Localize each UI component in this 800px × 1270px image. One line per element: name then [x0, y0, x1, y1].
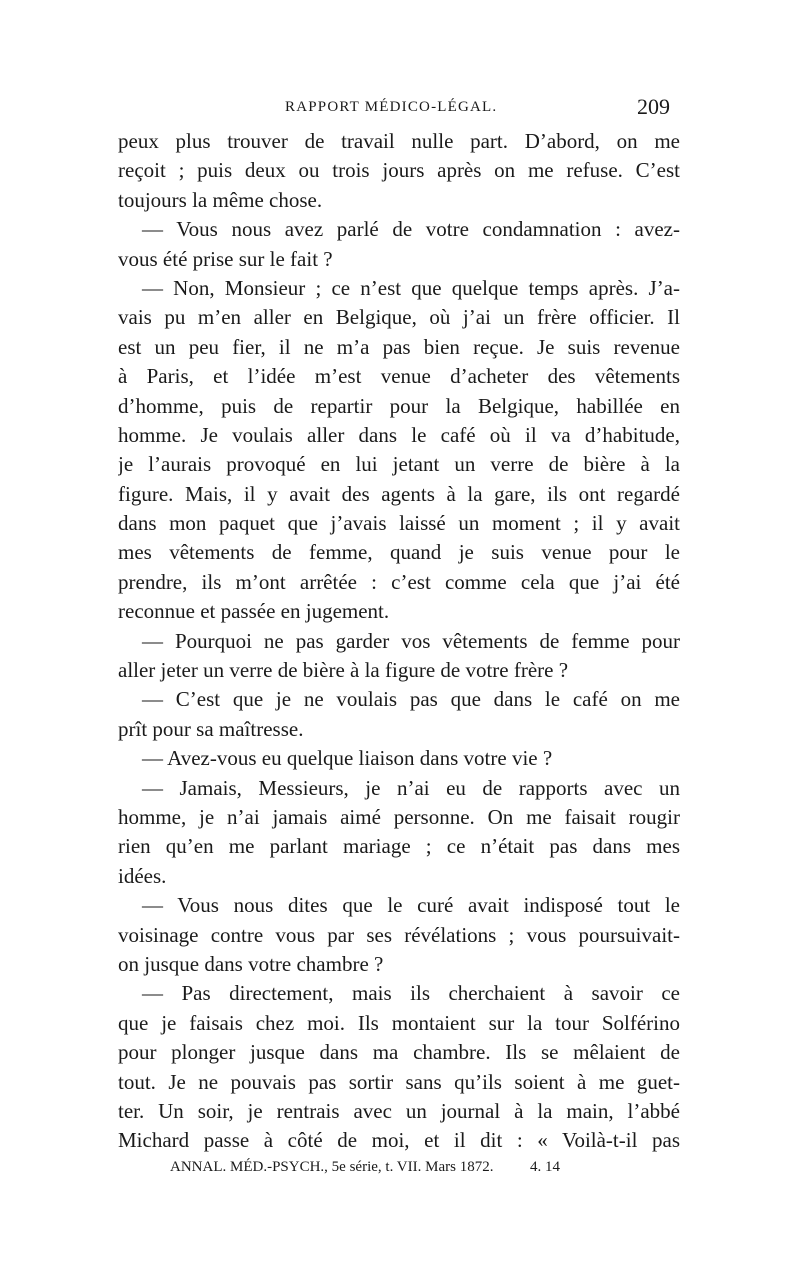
text-line: prendre, ils m’ont arrêtée : c’est comme cela que j’ai été [118, 569, 680, 594]
text-line: est un peu fier, il ne m’a pas bien reçue. Je suis revenue [118, 334, 680, 359]
text-line: homme, je n’ai jamais aimé personne. On me faisait rougir [118, 804, 680, 829]
footer-signature: 4. 14 [530, 1159, 560, 1175]
text-line: — C’est que je ne voulais pas que dans le café on me [142, 687, 680, 712]
text-line: — Vous nous avez parlé de votre condamnation : avez- [142, 217, 680, 242]
text-line: vais pu m’en aller en Belgique, où j’ai un frère officier. Il [118, 305, 680, 330]
text-line: — Jamais, Messieurs, je n’ai eu de rapports avec un [142, 775, 680, 800]
text-line: Michard passe à côté de moi, et il dit : « Voilà-t-il pas [118, 1128, 680, 1153]
text-line: — Pas directement, mais ils cherchaient à savoir ce [142, 981, 680, 1006]
text-line: voisinage contre vous par ses révélations ; vous poursuivait- [118, 922, 680, 947]
text-line: — Avez-vous eu quelque liaison dans votre vie ? [142, 746, 553, 771]
text-line: figure. Mais, il y avait des agents à la gare, ils ont regardé [118, 481, 680, 506]
text-line: — Pourquoi ne pas garder vos vêtements de femme pour [142, 628, 680, 653]
text-line: tout. Je ne pouvais pas sortir sans qu’ils soient à me guet- [118, 1069, 680, 1094]
text-line: — Vous nous dites que le curé avait indisposé tout le [142, 893, 680, 918]
text-line: reconnue et passée en jugement. [118, 599, 390, 624]
text-line: prît pour sa maîtresse. [118, 716, 304, 741]
text-line: à Paris, et l’idée m’est venue d’acheter des vêtements [118, 364, 680, 389]
text-line: toujours la même chose. [118, 187, 323, 212]
text-line: rien qu’en me parlant mariage ; ce n’était pas dans mes [118, 834, 680, 859]
text-line: que je faisais chez moi. Ils montaient sur la tour Solférino [118, 1010, 680, 1035]
text-line: homme. Je voulais aller dans le café où il va d’habitude, [118, 422, 680, 447]
page-footer [170, 1154, 650, 1180]
text-line: idées. [118, 863, 167, 888]
text-line: d’homme, puis de repartir pour la Belgique, habillée en [118, 393, 680, 418]
text-line: pour plonger jusque dans ma chambre. Ils se mêlaient de [118, 1040, 680, 1065]
running-title: RAPPORT MÉDICO-LÉGAL. [285, 99, 498, 115]
text-line: aller jeter un verre de bière à la figure de votre frère ? [118, 658, 569, 683]
text-line: dans mon paquet que j’avais laissé un moment ; il y avait [118, 511, 680, 536]
text-line: vous été prise sur le fait ? [118, 246, 333, 271]
footer-citation: ANNAL. MÉD.-PSYCH., 5e série, t. VII. Mars 1872. [170, 1159, 494, 1175]
text-line: — Non, Monsieur ; ce n’est que quelque temps après. J’a- [142, 275, 680, 300]
text-line: on jusque dans votre chambre ? [118, 951, 384, 976]
text-line: je l’aurais provoqué en lui jetant un verre de bière à la [118, 452, 680, 477]
page-number: 209 [637, 94, 670, 119]
text-line: mes vêtements de femme, quand je suis venue pour le [118, 540, 680, 565]
running-head [120, 92, 680, 122]
text-line: peux plus trouver de travail nulle part. D’abord, on me [118, 129, 680, 153]
text-line: ter. Un soir, je rentrais avec un journal à la main, l’abbé [118, 1098, 680, 1123]
text-line: reçoit ; puis deux ou trois jours après on me refuse. C’est [118, 158, 680, 183]
body-text [118, 127, 680, 1156]
